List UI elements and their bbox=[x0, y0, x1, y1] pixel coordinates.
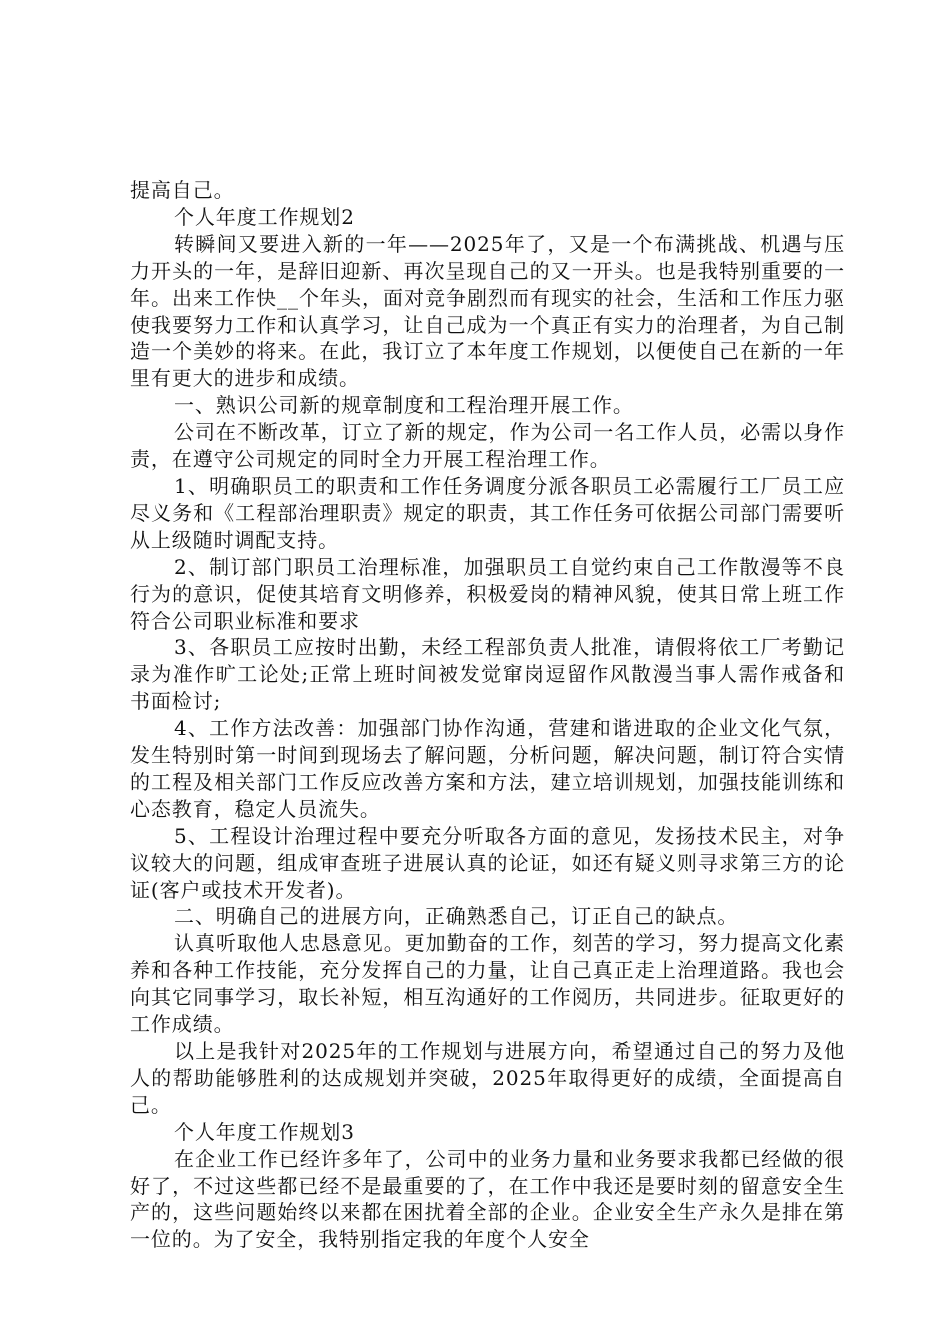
paragraph: 3、各职员工应按时出勤，未经工程部负责人批准，请假将依工厂考勤记录为准作旷工论处;正常上班时间被发觉窜岗逗留作风散漫当事人需作戒备和书面检讨; bbox=[130, 635, 845, 714]
paragraph: 5、工程设计治理过程中要充分听取各方面的意见，发扬技术民主，对争议较大的问题，组成审查班子进展认真的论证，如还有疑义则寻求第三方的论证(客户或技术开发者)。 bbox=[130, 823, 845, 902]
document-body bbox=[130, 177, 845, 1253]
paragraph: 4、工作方法改善：加强部门协作沟通，营建和谐进取的企业文化气氛，发生特别时第一时间到现场去了解问题，分析问题，解决问题，制订符合实情的工程及相关部门工作反应改善方案和方法，建立培训规划，加强技能训练和心态教育，稳定人员流失。 bbox=[130, 716, 845, 821]
section-heading: 一、熟识公司新的规章制度和工程治理开展工作。 bbox=[174, 393, 634, 418]
paragraph: 2、制订部门职员工治理标准，加强职员工自觉约束自己工作散漫等不良行为的意识，促使其培育文明修养，积极爱岗的精神风貌，使其日常上班工作符合公司职业标准和要求 bbox=[130, 554, 845, 633]
paragraph: 认真听取他人忠恳意见。更加勤奋的工作，刻苦的学习，努力提高文化素养和各种工作技能，充分发挥自己的力量，让自己真正走上治理道路。我也会向其它同事学习，取长补短，相互沟通好的工作阅历，共同进步。征取更好的工作成绩。 bbox=[130, 931, 845, 1037]
section-heading: 个人年度工作规划3 bbox=[174, 1119, 355, 1144]
section-heading: 个人年度工作规划2 bbox=[174, 204, 355, 229]
paragraph: 提高自己。 bbox=[130, 178, 235, 202]
paragraph: 转瞬间又要进入新的一年——2025年了，又是一个布满挑战、机遇与压力开头的一年，是辞旧迎新、再次呈现自己的又一开头。也是我特别重要的一年。出来工作快__个年头，面对竞争剧烈而有现实的社会，生活和工作压力驱使我要努力工作和认真学习，让自己成为一个真正有实力的治理者，为自己制造一个美妙的将来。在此，我订立了本年度工作规划，以便使自己在新的一年里有更大的进步和成绩。 bbox=[130, 231, 845, 391]
paragraph: 以上是我针对2025年的工作规划与进展方向，希望通过自己的努力及他人的帮助能够胜利的达成规划并突破，2025年取得更好的成绩，全面提高自己。 bbox=[130, 1039, 845, 1117]
paragraph: 在企业工作已经许多年了，公司中的业务力量和业务要求我都已经做的很好了，不过这些都已经不是最重要的了，在工作中我还是要时刻的留意安全生产的，这些问题始终以来都在困扰着全部的企业。企业安全生产永久是排在第一位的。为了安全，我特别指定我的年度个人安全 bbox=[130, 1146, 845, 1252]
paragraph: 1、明确职员工的职责和工作任务调度分派各职员工必需履行工厂员工应尽义务和《工程部治理职责》规定的职责，其工作任务可依据公司部门需要听从上级随时调配支持。 bbox=[130, 473, 845, 552]
section-heading: 二、明确自己的进展方向，正确熟悉自己，订正自己的缺点。 bbox=[174, 904, 739, 929]
paragraph: 公司在不断改革，订立了新的规定，作为公司一名工作人员，必需以身作责，在遵守公司规定的同时全力开展工程治理工作。 bbox=[130, 420, 845, 472]
